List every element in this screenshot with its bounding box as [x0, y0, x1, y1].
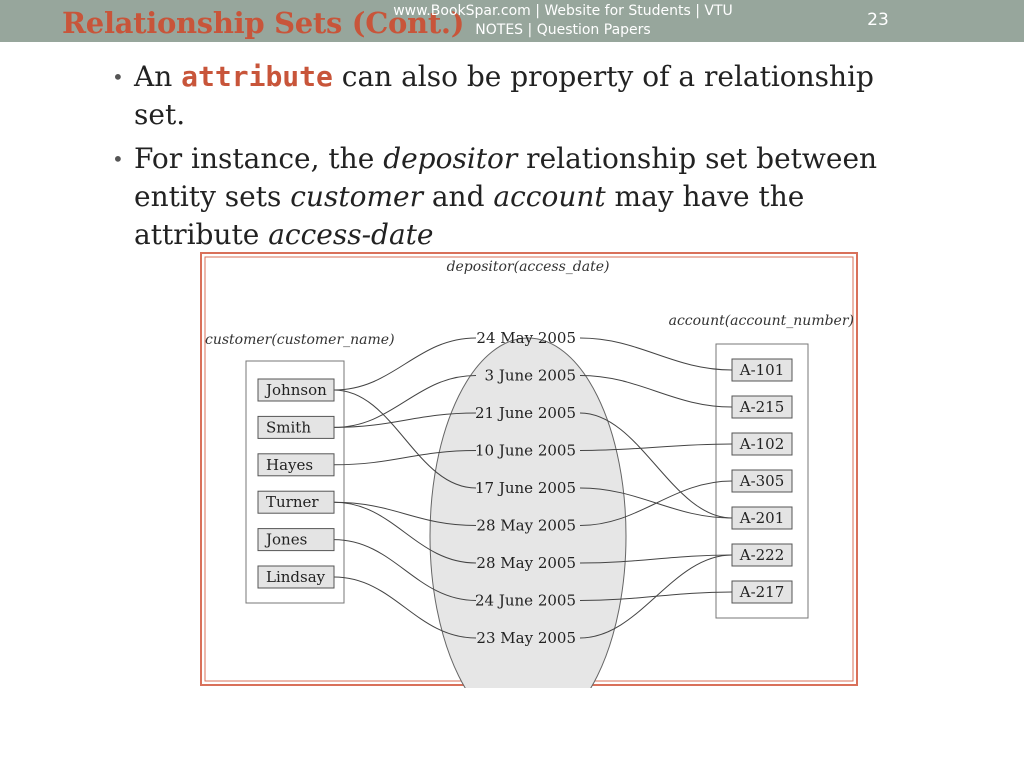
account-number: A-305: [739, 472, 785, 490]
access-date-label: 28 May 2005: [476, 554, 576, 572]
customer-name: Hayes: [266, 455, 314, 474]
bullet-dot-icon: •: [112, 65, 124, 89]
account-number: A-101: [739, 361, 785, 379]
account-number: A-222: [739, 546, 785, 564]
italic-term: customer: [290, 180, 423, 213]
account-number: A-102: [739, 435, 785, 453]
account-number: A-201: [739, 509, 785, 527]
bullet-item: [112, 140, 932, 254]
italic-term: access-date: [268, 218, 434, 251]
access-date-label: 10 June 2005: [474, 441, 576, 460]
highlight-term: attribute: [181, 60, 333, 93]
bullet-item: [112, 58, 932, 134]
bullet-text: can also be property of a relationship set.: [134, 60, 874, 131]
bullet-text: may have the attribute: [134, 180, 805, 251]
relationship-diagram: [200, 252, 860, 692]
date-account-link: [580, 376, 732, 408]
customer-name: Turner: [266, 493, 319, 512]
access-date-label: 17 June 2005: [474, 479, 576, 497]
italic-term: depositor: [383, 142, 518, 175]
customer-set-label: customer(customer_name): [205, 332, 395, 348]
banner-line-2: NOTES | Question Papers: [475, 22, 651, 38]
relationship-dates: [475, 329, 576, 647]
relationship-label: depositor(access_date): [446, 259, 610, 275]
bullet-text: and: [422, 180, 494, 213]
bullet-dot-icon: •: [112, 147, 124, 171]
account-set-label: account(account_number): [668, 313, 854, 329]
customer-name: Smith: [266, 418, 311, 437]
customer-name: Lindsay: [266, 568, 326, 586]
access-date-label: 23 May 2005: [476, 629, 576, 647]
customer-name: Johnson: [266, 381, 327, 399]
page-number: 23: [867, 10, 889, 30]
italic-term: account: [493, 180, 606, 213]
bullet-text: relationship set between entity sets: [134, 142, 878, 213]
access-date-label: 24 June 2005: [474, 591, 576, 610]
bullet-list: [112, 58, 932, 260]
access-date-label: 3 June 2005: [484, 366, 576, 385]
bullet-text: For instance, the: [134, 142, 384, 175]
bullet-text: An: [134, 60, 182, 93]
slide-title: Relationship Sets (Cont.): [62, 6, 465, 40]
access-date-label: 21 June 2005: [474, 404, 576, 422]
diagram-canvas: [200, 252, 860, 688]
banner-line-1: www.BookSpar.com | Website for Students | VTU: [393, 3, 733, 19]
date-account-link: [580, 338, 732, 370]
account-entities: [732, 359, 792, 603]
access-date-label: 24 May 2005: [476, 329, 576, 347]
access-date-label: 28 May 2005: [476, 516, 576, 535]
customer-name: Jones: [266, 530, 308, 549]
website-banner: [392, 2, 734, 40]
account-number: A-215: [739, 398, 785, 416]
account-number: A-217: [739, 583, 785, 601]
